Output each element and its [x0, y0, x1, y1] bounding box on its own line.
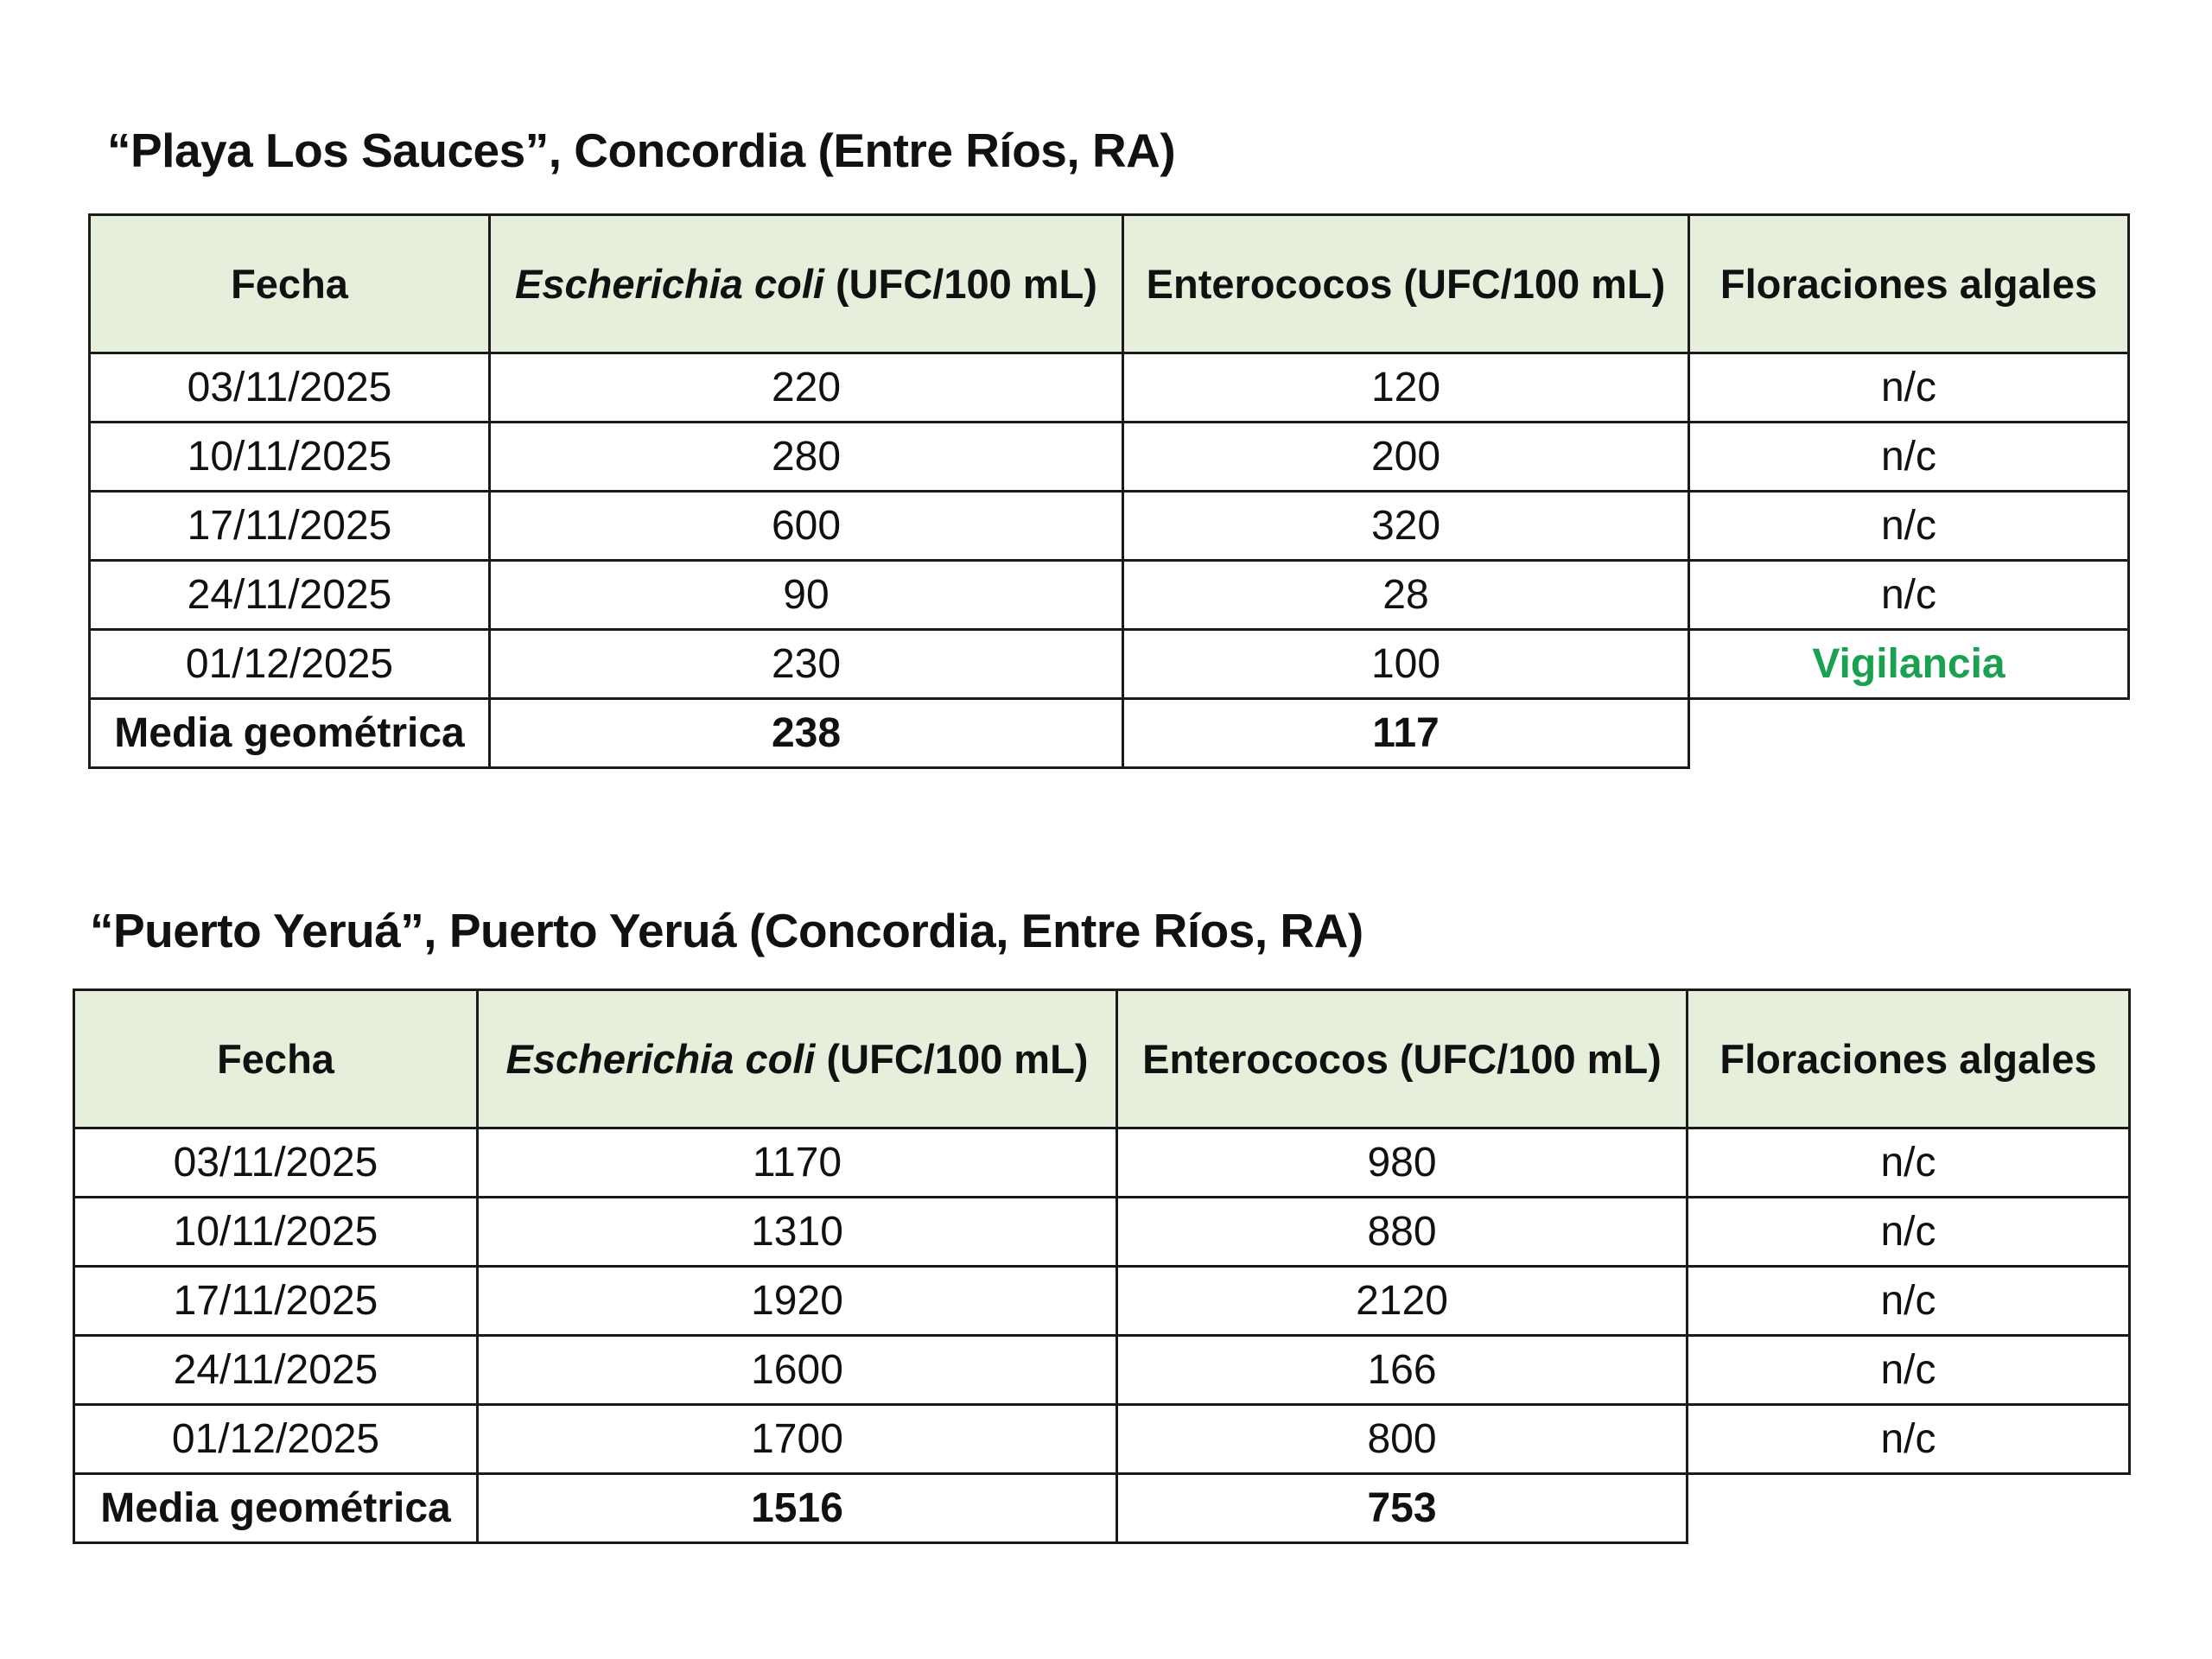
cell-fecha: 10/11/2025 [74, 1198, 478, 1267]
cell-floraciones: n/c [1688, 1267, 2130, 1336]
summary-enterococos: 753 [1117, 1474, 1688, 1543]
cell-ecoli: 1170 [478, 1128, 1117, 1198]
header-ecoli-unit: (UFC/100 mL) [823, 261, 1097, 307]
cell-ecoli: 220 [490, 353, 1123, 423]
table-row [90, 561, 2129, 630]
cell-floraciones: n/c [1689, 353, 2129, 423]
cell-floraciones: n/c [1689, 561, 2129, 630]
cell-enterococos: 166 [1117, 1336, 1688, 1405]
table-row [74, 1336, 2130, 1405]
cell-enterococos: 100 [1123, 630, 1689, 699]
cell-ecoli: 1700 [478, 1405, 1117, 1474]
cell-enterococos: 320 [1123, 492, 1689, 561]
header-ecoli [490, 215, 1123, 353]
cell-fecha: 17/11/2025 [74, 1267, 478, 1336]
table-row [90, 353, 2129, 423]
cell-enterococos: 800 [1117, 1405, 1688, 1474]
header-ecoli-unit: (UFC/100 mL) [815, 1036, 1089, 1082]
table-row [90, 423, 2129, 492]
cell-enterococos: 880 [1117, 1198, 1688, 1267]
cell-enterococos: 120 [1123, 353, 1689, 423]
cell-fecha: 10/11/2025 [90, 423, 490, 492]
cell-floraciones: n/c [1689, 423, 2129, 492]
cell-ecoli: 600 [490, 492, 1123, 561]
cell-fecha: 24/11/2025 [74, 1336, 478, 1405]
header-enterococos: Enterococos (UFC/100 mL) [1123, 215, 1689, 353]
cell-enterococos: 980 [1117, 1128, 1688, 1198]
table-row [74, 1128, 2130, 1198]
table-header-row [90, 215, 2129, 353]
cell-enterococos: 28 [1123, 561, 1689, 630]
cell-ecoli: 1310 [478, 1198, 1117, 1267]
cell-fecha: 17/11/2025 [90, 492, 490, 561]
cell-ecoli: 280 [490, 423, 1123, 492]
summary-row [90, 699, 2129, 768]
header-ecoli [478, 990, 1117, 1128]
cell-floraciones: n/c [1688, 1128, 2130, 1198]
cell-ecoli: 1600 [478, 1336, 1117, 1405]
summary-empty-cell [1689, 699, 2129, 768]
header-fecha: Fecha [90, 215, 490, 353]
table-row [74, 1267, 2130, 1336]
results-table-puerto-yerua [73, 988, 2131, 1544]
results-table-playa-los-sauces [88, 213, 2130, 769]
header-floraciones: Floraciones algales [1688, 990, 2130, 1128]
header-enterococos: Enterococos (UFC/100 mL) [1117, 990, 1688, 1128]
section-title-puerto-yerua: “Puerto Yeruá”, Puerto Yeruá (Concordia, Entre Ríos, RA) [90, 904, 1363, 957]
cell-floraciones: n/c [1688, 1405, 2130, 1474]
cell-floraciones: n/c [1689, 492, 2129, 561]
summary-label: Media geométrica [90, 699, 490, 768]
table-row [90, 630, 2129, 699]
cell-fecha: 01/12/2025 [90, 630, 490, 699]
section-title-playa-los-sauces: “Playa Los Sauces”, Concordia (Entre Ríos, RA) [107, 124, 1176, 177]
header-ecoli-name: Escherichia coli [505, 1036, 816, 1082]
summary-empty-cell [1688, 1474, 2130, 1543]
header-ecoli-name: Escherichia coli [515, 261, 824, 307]
cell-fecha: 03/11/2025 [74, 1128, 478, 1198]
cell-fecha: 03/11/2025 [90, 353, 490, 423]
cell-fecha: 01/12/2025 [74, 1405, 478, 1474]
table-row [90, 492, 2129, 561]
cell-floraciones-vigilancia: Vigilancia [1689, 630, 2129, 699]
summary-label: Media geométrica [74, 1474, 478, 1543]
summary-enterococos: 117 [1123, 699, 1689, 768]
summary-ecoli: 1516 [478, 1474, 1117, 1543]
cell-ecoli: 230 [490, 630, 1123, 699]
cell-enterococos: 200 [1123, 423, 1689, 492]
header-fecha: Fecha [74, 990, 478, 1128]
cell-floraciones: n/c [1688, 1198, 2130, 1267]
cell-ecoli: 90 [490, 561, 1123, 630]
header-floraciones: Floraciones algales [1689, 215, 2129, 353]
cell-ecoli: 1920 [478, 1267, 1117, 1336]
table-row [74, 1198, 2130, 1267]
table-row [74, 1405, 2130, 1474]
cell-enterococos: 2120 [1117, 1267, 1688, 1336]
summary-ecoli: 238 [490, 699, 1123, 768]
summary-row [74, 1474, 2130, 1543]
cell-floraciones: n/c [1688, 1336, 2130, 1405]
cell-fecha: 24/11/2025 [90, 561, 490, 630]
table-header-row [74, 990, 2130, 1128]
